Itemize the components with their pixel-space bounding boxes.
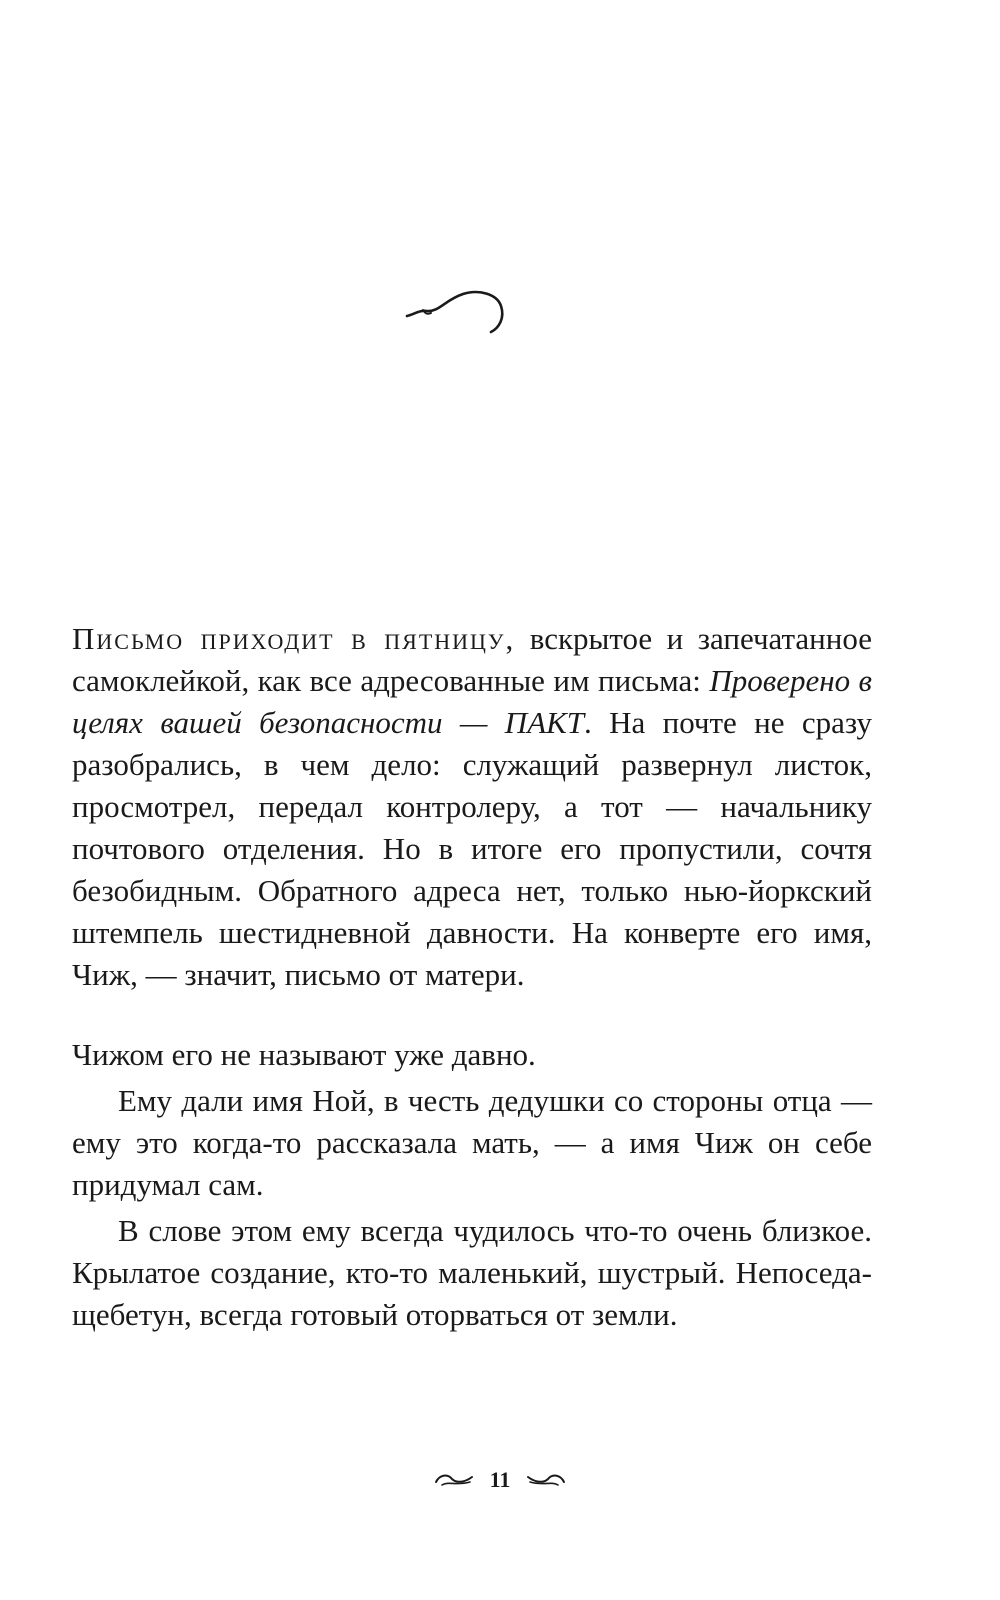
paragraph-1 [72,618,872,996]
right-flourish-icon [524,1470,568,1490]
page-footer [0,1460,1000,1500]
paragraph-3: Ему дали имя Ной, в честь дедушки со стороны отца — ему это когда-то рассказала мать, — а имя Чиж он себе придумал сам. [72,1083,872,1202]
left-flourish-icon [432,1470,476,1490]
flourish-ornament-icon [405,280,515,350]
stamp-quote: Проверено в целях вашей безопасности — ПАКТ [72,663,872,740]
paragraph-1-text: вскрытое и запечатанное самоклейкой, как все адресованные им письма: [72,621,872,698]
chapter-text [72,618,872,1336]
page-number: 11 [489,1467,511,1492]
paragraph-1-tail: . На почте не сразу разобрались, в чем дело: служащий развернул листок, просмотрел, передал контролеру, а тот — начальнику почтового отделения. Но в итоге его пропустили, сочтя безобидным. Обратного адреса нет, только нью-йоркский штемпель шестидневной давности. На конверте его имя, Чиж, — значит, письмо от матери. [72,705,872,992]
paragraph-2: Чижом его не называют уже давно. [72,1037,536,1072]
paragraph-4: В слове этом ему всегда чудилось что-то очень близкое. Крылатое создание, кто-то маленький, шустрый. Непоседа-щебетун, всегда готовый оторваться от земли. [72,1213,872,1332]
opening-small-caps: Письмо приходит в пятницу, [72,621,516,656]
